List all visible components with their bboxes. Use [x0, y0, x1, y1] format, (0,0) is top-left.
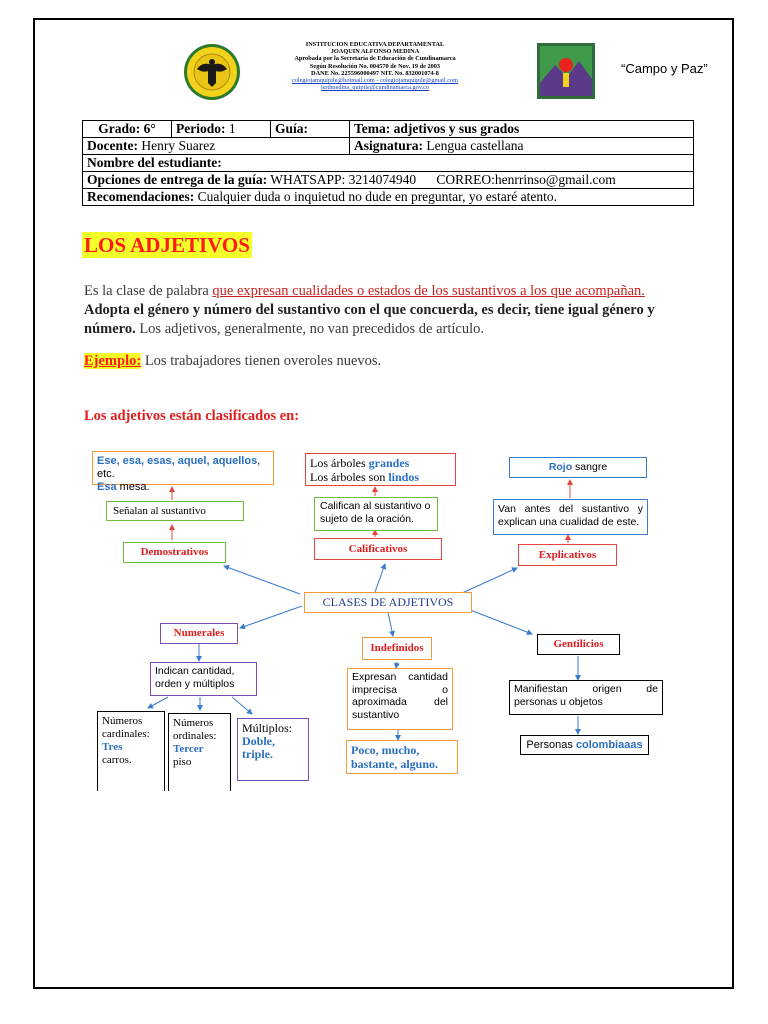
calificativos-ex1-blue: grandes: [368, 456, 410, 470]
asignatura-label: Asignatura:: [354, 138, 424, 153]
page-title: LOS ADJETIVOS: [84, 233, 250, 257]
school-motto: “Campo y Paz”: [621, 61, 708, 76]
arrow-numerales-card: [148, 697, 168, 708]
docente-label: Docente:: [87, 138, 138, 153]
ordinales-blue: Tercer: [173, 743, 204, 755]
grado-label: Grado: 6°: [98, 121, 156, 136]
nombre-label: Nombre del estudiante:: [87, 155, 222, 170]
calificativos-ex2-blue: lindos: [388, 470, 420, 484]
explicativos-desc: Van antes del sustantivo y explican una cualidad de este.: [493, 499, 648, 535]
cardinales-blue: Tres: [102, 741, 123, 753]
ordinales-rest: piso: [173, 756, 192, 768]
recomendaciones-label: Recomendaciones:: [87, 189, 195, 204]
demostrativos-desc: Señalan al sustantivo: [106, 501, 244, 521]
opciones-value: WHATSAPP: 3214074940 CORREO:henrrinso@gmail.com: [270, 172, 616, 187]
indefinidos-label: Indefinidos: [362, 637, 432, 660]
example-label: Ejemplo:: [84, 353, 142, 369]
multiplos-blue: Doble, triple.: [242, 734, 275, 761]
header-line: Según Resolución No. 004570 de Nov. 19 de 2003: [309, 62, 441, 70]
header-line: JOAQUIN ALFONSO MEDINA: [330, 48, 420, 56]
classified-heading: Los adjetivos están clasificados en:: [84, 408, 300, 424]
demostrativos-label: Demostrativos: [123, 542, 226, 563]
gentilicios-ex-blue: colombiaaas: [575, 739, 643, 751]
demostrativos-ex2-blue: Esa: [97, 481, 117, 493]
arrow-to-demostrativos: [224, 566, 300, 594]
demostrativos-ex-blue: Ese, esa, esas, aquel, aquellos: [97, 455, 258, 467]
indefinidos-desc: Expresan cantidad imprecisa o aproximada del sustantivo: [347, 668, 453, 730]
explicativos-example: [509, 457, 647, 478]
intro-bold-text: Adopta el género y número del sustantivo con el que concuerda, es decir, tiene igual género y número.: [84, 302, 655, 337]
demostrativos-example: [92, 451, 274, 493]
arrow-to-explicativos: [460, 568, 517, 594]
email-link[interactable]: colegiojamquipile@hotmail.com - colegiojamquipile@gmail.com: [291, 77, 459, 85]
intro-text: Es la clase de palabra: [84, 283, 213, 299]
numerales-multiplos: [237, 718, 309, 781]
arrow-to-calificativos: [375, 564, 385, 592]
header-line: INSTITUCION EDUCATIVA DEPARTAMENTAL: [305, 41, 445, 48]
demostrativos-ex2-rest: mesa.: [116, 481, 150, 493]
periodo-value: 1: [228, 121, 236, 136]
indefinidos-example: Poco, mucho, bastante, alguno.: [346, 740, 458, 774]
header-line: Aprobada por la Secretaría de Educación de Cundinamarca: [294, 55, 456, 63]
intro-underlined-text: que expresan cualidades o estados de los sustantivos a los que acompañan.: [212, 283, 645, 299]
numerales-desc: Indican cantidad, orden y múltiplos: [150, 662, 257, 696]
periodo-label: Periodo:: [176, 121, 226, 136]
calificativos-ex2: Los árboles son: [310, 470, 389, 484]
gentilicios-ex: Personas: [526, 739, 576, 751]
explicativos-ex-blue: Rojo: [548, 461, 573, 473]
demostrativos-ex-rest: , etc.: [97, 455, 261, 480]
gentilicios-example: [520, 735, 649, 755]
email-link[interactable]: ierdmedina_quipile@cundinamarca.gov.co: [320, 84, 430, 92]
calificativos-example: [305, 453, 456, 486]
calificativos-label: Calificativos: [314, 538, 442, 560]
gentilicios-label: Gentilicios: [537, 634, 620, 655]
recomendaciones-value: Cualquier duda o inquietud no dude en preguntar, yo estaré atento.: [197, 189, 557, 204]
arrow-to-numerales: [240, 606, 302, 628]
docente-value: Henry Suarez: [141, 138, 216, 153]
arrow-to-indefinidos: [388, 612, 393, 636]
asignatura-value: Lengua castellana: [426, 138, 524, 153]
explicativos-ex-rest: sangre: [572, 461, 608, 473]
example-text: Los trabajadores tienen overoles nuevos.: [141, 353, 382, 369]
calificativos-ex1: Los árboles: [310, 456, 369, 470]
opciones-label: Opciones de entrega de la guía:: [87, 172, 268, 187]
cardinales-label: Números cardinales:: [102, 715, 150, 740]
guia-label: Guía:: [275, 121, 309, 136]
numerales-label: Numerales: [160, 623, 238, 644]
explicativos-label: Explicativos: [518, 544, 617, 566]
calificativos-desc: Califican al sustantivo o sujeto de la oración.: [314, 497, 438, 531]
header-line: DANE No. 225596000497 NIT. No. 832001074-8: [311, 69, 439, 77]
ordinales-label: Números ordinales:: [173, 717, 217, 742]
numerales-cardinales: [97, 711, 165, 791]
multiplos-label: Múltiplos:: [242, 721, 293, 735]
cardinales-rest: carros.: [102, 754, 132, 766]
tema-label: Tema: adjetivos y sus grados: [354, 121, 520, 136]
arrow-numerales-mult: [232, 697, 252, 714]
gentilicios-desc: Manifiestan origen de personas u objetos: [509, 680, 663, 715]
intro-rest-text: Los adjetivos, generalmente, no van precedidos de artículo.: [135, 321, 484, 337]
map-center: CLASES DE ADJETIVOS: [304, 592, 472, 613]
numerales-ordinales: [168, 713, 231, 791]
